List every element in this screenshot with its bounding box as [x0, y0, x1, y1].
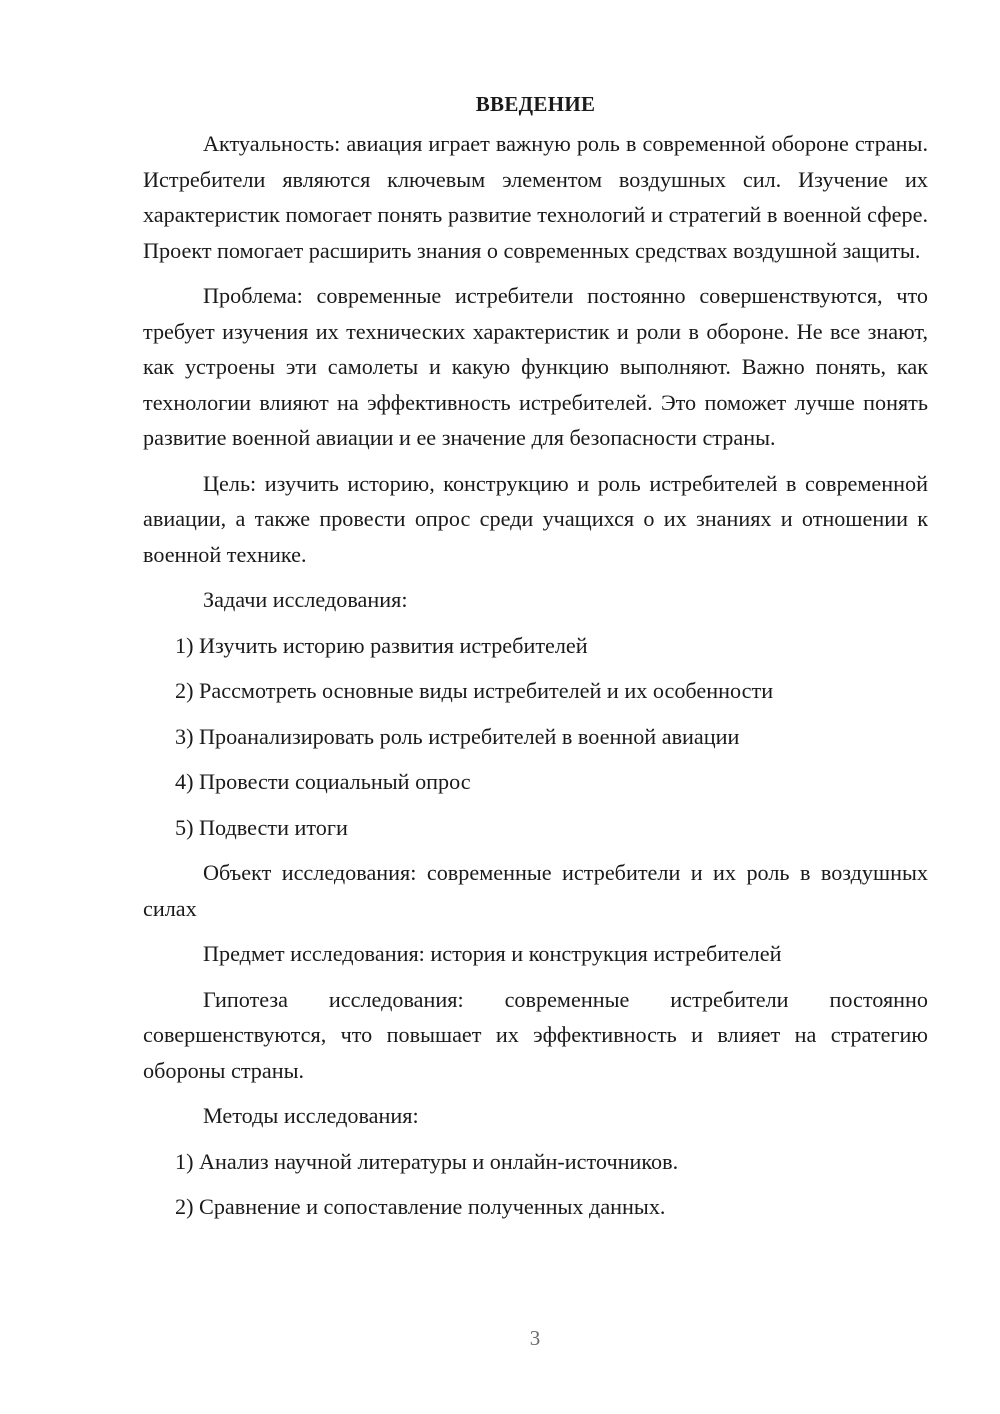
task-item-4: 4) Провести социальный опрос	[175, 769, 471, 794]
method-item-1: 1) Анализ научной литературы и онлайн-источников.	[175, 1148, 679, 1174]
methods-heading: Методы исследования:	[203, 1103, 419, 1128]
task-item-1: 1) Изучить историю развития истребителей	[175, 632, 588, 658]
document-page	[143, 88, 928, 1235]
relevance-paragraph: Актуальность: авиация играет важную роль в современной обороне страны. Истребители являются ключевым элементом воздушных сил. Изучение их характеристик помогает понять развитие технологий и стратегий в военной сфере. Проект помогает расширить знания о современных средствах воздушной защиты.	[143, 131, 928, 263]
tasks-heading: Задачи исследования:	[203, 587, 408, 612]
tasks-list	[143, 628, 928, 846]
method-item-2: 2) Сравнение и сопоставление полученных данных.	[175, 1194, 666, 1219]
object-paragraph: Объект исследования: современные истребители и их роль в воздушных силах	[143, 860, 928, 921]
goal-paragraph: Цель: изучить историю, конструкцию и роль истребителей в современной авиации, а также провести опрос среди учащихся о их знаниях и отношении к военной технике.	[143, 470, 928, 567]
page-number: 3	[529, 1326, 541, 1350]
problem-paragraph: Проблема: современные истребители постоянно совершенствуются, что требует изучения их технических характеристик и роли в обороне. Не все знают, как устроены эти самолеты и какую функцию выполняют. Важно понять, как технологии влияют на эффективность истребителей. Это поможет лучше понять развитие военной авиации и ее значение для безопасности страны.	[143, 283, 928, 450]
task-item-5: 5) Подвести итоги	[175, 814, 348, 840]
subject-paragraph: Предмет исследования: история и конструкция истребителей	[203, 941, 782, 966]
hypothesis-paragraph: Гипотеза исследования: современные истребители постоянно совершенствуются, что повышает их эффективность и влияет на стратегию обороны страны.	[143, 986, 928, 1083]
methods-list	[143, 1144, 928, 1225]
page-title: ВВЕДЕНИЕ	[475, 92, 596, 116]
task-item-3: 3) Проанализировать роль истребителей в военной авиации	[175, 723, 740, 749]
task-item-2: 2) Рассмотреть основные виды истребителей и их особенности	[175, 678, 774, 703]
